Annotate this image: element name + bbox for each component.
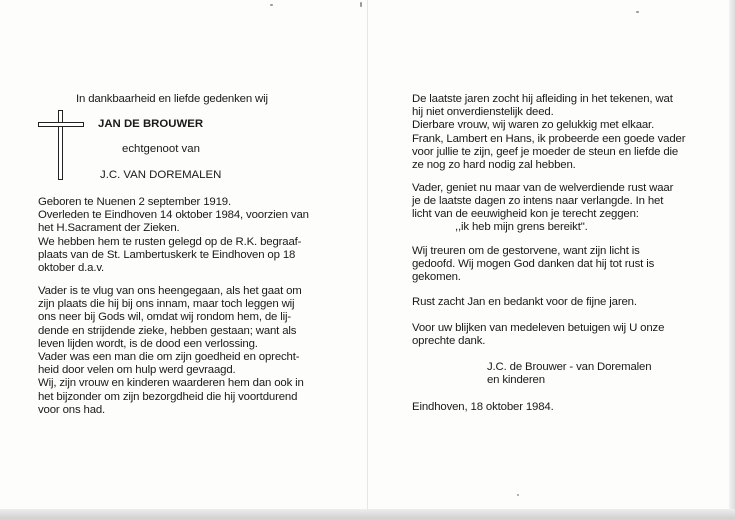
card-edge-bottom [0,509,735,519]
right-paragraph-3: Wij treuren om de gestorvene, want zijn licht is gedoofd. Wij mogen God danken dat hij tot rust is gekomen. [412,245,655,284]
card-edge-right [729,0,735,519]
fold-line [367,0,368,519]
speck [270,4,273,6]
cross-icon [38,110,84,180]
speck [517,494,519,496]
right-paragraph-4: Rust zacht Jan en bedankt voor de fijne jaren. [412,296,637,308]
signature: J.C. de Brouwer - van Doremalen en kinderen [487,361,652,387]
right-paragraph-1: De laatste jaren zocht hij afleiding in het tekenen, wat hij niet onverdienstelijk deed. Dierbare vrouw, wij waren zo gelukkig met elkaar. Frank, Lambert en Hans, ik probeerde een goede vader voor jullie te zijn, geef je moeder de steun en liefde die ze nog zo hard nodig zal hebben. [412,93,686,172]
quote: ,,ik heb mijn grens bereikt". [455,221,588,233]
right-paragraph-5: Voor uw blijken van medeleven betuigen wij U onze oprechte dank. [412,322,665,348]
speck [360,2,362,7]
speck [636,11,639,13]
spouse-name: J.C. VAN DOREMALEN [100,169,222,181]
tribute-paragraph: Vader is te vlug van ons heengegaan, als het gaat om zijn plaats die hij bij ons innam, maar toch leggen wij ons neer bij Gods wil, omdat wij rondom hem, de lij- dende en strijdende zieke, hebben gestaan; want als leven lijden wordt, is de dood een verlossing. Vader was een man die om zijn goedheid en oprecht- heid door velen om hulp werd gevraagd. Wij, zijn vrouw en kinderen waarderen hem dan ook in het bijzonder om zijn bezorgdheid die hij voortdurend voor ons had. [38,285,304,416]
deceased-name: JAN DE BROUWER [98,118,204,130]
place-date: Eindhoven, 18 oktober 1984. [412,401,554,413]
right-paragraph-2: Vader, geniet nu maar van de welverdiende rust waar je de laatste dagen zo intens naar verlangde. In het licht van de eeuwigheid kon je terecht zeggen: [412,182,674,221]
birth-death-details: Geboren te Nuenen 2 september 1919. Overleden te Eindhoven 14 oktober 1984, voorzien van het H.Sacrament der Zieken. We hebben hem te rusten gelegd op de R.K. begraaf- plaats van de St. Lambertuskerk te Eindhoven op 18 oktober d.a.v. [38,196,309,275]
spouse-label: echtgenoot van [122,143,200,155]
intro-text: In dankbaarheid en liefde gedenken wij [76,93,268,105]
